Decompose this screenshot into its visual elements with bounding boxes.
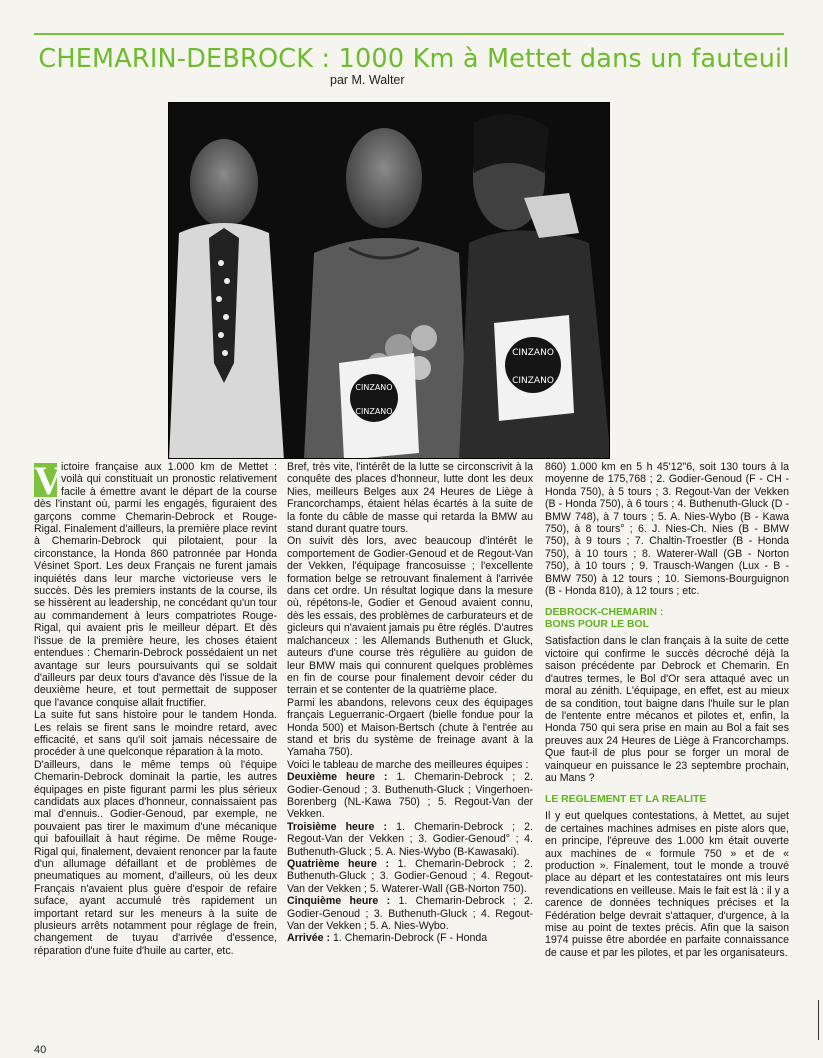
subheading-1-line-1: DEBROCK-CHEMARIN : [545, 607, 664, 619]
standings-hour-5-text: 1. Chemarin-Debrock ; 2. Godier-Genoud ; 3. Buthenuth-Gluck ; 4. Regout-Van der Vekken ; 5. A. Nies-Wybo. [287, 895, 533, 933]
subheading-reglement: LE REGLEMENT ET LA REALITE [545, 794, 707, 806]
article-title: CHEMARIN-DEBROCK : 1000 Km à Mettet dans un fauteuil [38, 44, 790, 74]
standings-arrival [287, 932, 533, 944]
standings-hour-5 [287, 895, 533, 932]
page-number: 40 [34, 1044, 47, 1056]
margin-mark [818, 1000, 819, 1040]
standings-arrival-label: Arrivée : [287, 932, 330, 945]
standings-hour-5-label: Cinquième heure : [287, 895, 391, 908]
cinzano-sign-left-bottom: CINZANO [355, 407, 393, 416]
cinzano-sign-right-bottom: CINZANO [512, 376, 554, 386]
standings-hour-2-label: Deuxième heure : [287, 771, 388, 784]
standings-hour-4 [287, 858, 533, 895]
article-column-3 [545, 461, 789, 959]
standings-arrival-text: 1. Chemarin-Debrock (F - Honda [332, 932, 488, 945]
col1-paragraph-1: ictoire française aux 1.000 km de Mettet : voilà qui constituait un pronostic relativement facile à émettre avant le départ de la course dès l'instant où, parmi les engagés, figuraient des garçons comme Chemarin-Debrock et Rouge-Rigal. Finalement d'ailleurs, la première place revint à Chemarin-Debrock qui pilotaient, pour la circonstance, la Honda 860 patronnée par Honda Vésinet Sport. Les deux Français ne furent jamais inquiétés dans leur marche victorieuse vers le succès. Dès les premiers instants de la course, ils se hissèrent au leadership, ne concédant qu'un tour au commandement à leurs compatriotes Rouge-Rigal, qui avaient pris le meilleur départ. Et dès l'issue de la première heure, les choses étaient entendues : Chemarin-Debrock possédaient un net avantage sur leurs poursuivants qui se soldait d'ailleurs par deux tours d'avance dès l'issue de la deuxième heure, et tout permettait de supposer que l'avance conquise allait fructifier. [34, 461, 277, 709]
podium-photo [168, 102, 610, 459]
standings-hour-3-label: Troisième heure : [287, 820, 388, 833]
col2-paragraph-3: Parmi les abandons, relevons ceux des équipages français Leguerranic-Orgaert (bielle fondue pour la Honda 500) et Maison-Bertsch (chute à l'entrée au stand et bris du système de freinage avant à la Yamaha 750). [287, 696, 533, 759]
standings-hour-2-text: 1. Chemarin-Debrock ; 2. Godier-Genoud ; 3. Buthenuth-Gluck ; Vingerhoen-Borenberg (NL-Kawa 750) ; 5. Regout-Van der Vekken. [287, 771, 533, 821]
cinzano-sign-left-top: CINZANO [355, 383, 393, 392]
col3-paragraph-1: 860) 1.000 km en 5 h 45'12"6, soit 130 tours à la moyenne de 175,768 ; 2. Godier-Genoud (F - CH - Honda 750), à 5 tours ; 3. Regout-Van der Vekken (B - Honda 750), à 6 tours ; 4. Buthenuth-Gluck (D - BMW 748), à 7 tours ; 5. A. Nies-Wybo (B - Kawa 750), à 8 tours° ; 6. J. Nies-Ch. Nies (B - BMW 750), à 9 tours ; 7. Chaltin-Troestler (B - Honda 750), à 10 tours ; 8. Waterer-Wall (GB - Norton 750), à 10 tours ; 9. Trausch-Wangen (Lux - B - BMW 750) à 12 tours ; 10. Siemons-Bourguignon (B - Honda 810), à 12 tours ; etc. [545, 461, 789, 598]
standings-hour-3-text: 1. Chemarin-Debrock ; 2. Regout-Van der Vekken ; 3. Godier-Genoud° ; 4. Buthenuth-Gluck ; 5. A. Nies-Wybo (B-Kawasaki). [287, 820, 533, 858]
col1-paragraph-3: D'ailleurs, dans le même temps où l'équipe Chemarin-Debrock dominait la partie, les autres équipages en piste figurant parmi les plus sérieux candidats aux places d'honneur, connaissaient pas mal d'ennuis.. Godier-Genoud, par exemple, ne pouvaient pas tirer le maximum d'une mécanique qui bafouillait à haut régime. De même Rouge-Rigal qui, finalement, devaient renoncer par la faute d'un allumage défaillant et de problèmes de pneumatiques au moment, d'ailleurs, où les deux Français n'avaient plus guère d'espoir de refaire suface, ayant accumulé très rapidement un important retard sur les meneurs à la suite de plusieurs arrêts notamment pour réglage de frein, changement de tuyau d'arrivée d'essence, réparation d'une fuite d'huile au carter, etc. [34, 758, 277, 957]
standings-hour-3 [287, 821, 533, 858]
title-rule [34, 33, 784, 35]
col2-paragraph-2: On suivit dès lors, avec beaucoup d'intérêt le comportement de Godier-Genoud et de Regout-Van der Vekken, l'équipage francosuisse ; l'excellente formation belge se retrouvant finalement à l'arrivée dans cet ordre. Un résultat logique dans la mesure où, répétons-le, Godier et Genoud avaient connu, dès les essais, des problèmes de carburateurs et de gicleurs qui n'avaient jamais pu être réglés. D'autres malchanceux : les Allemands Buthenuth et Gluck, auteurs d'une course très régulière au guidon de leur BMW mais qui connurent quelques problèmes en fin de course pour finalement devoir céder du terrain et se contenter de la quatrième place. [287, 535, 533, 697]
article-byline: par M. Walter [330, 73, 405, 87]
col2-paragraph-1: Bref, très vite, l'intérêt de la lutte se circonscrivit à la conquête des places d'honneur, lutte dont les deux Nies, meilleurs Belges aux 24 Heures de Liège à Francorchamps, étaient hélas écartés à la suite de la fonte du câble de masse qui retarda la BMW au stand durant quatre tours. [287, 461, 533, 536]
subheading-1-line-2: BONS POUR LE BOL [545, 619, 649, 631]
dropcap: V [34, 458, 63, 503]
standings-hour-2 [287, 771, 533, 821]
col3-paragraph-3: Il y eut quelques contestations, à Mettet, au sujet de certaines machines admises en piste alors que, en principe, l'épreuve des 1.000 km était ouverte aux machines de « formule 750 » et de « production ». Finalement, tout le monde a trouvé place au départ et les contestataires ont mis leurs revendications en veilleuse. Mais le fait est là : il y a carence de données techniques précises et la Fédération belge devrait s'attaquer, d'urgence, à la mise au point de textes précis. Afin que la saison 1974 puisse être abordée en parfaite connaissance de cause et par les pilotes, et par les organisateurs. [545, 810, 789, 959]
standings-hour-4-text: 1. Chemarin-Debrock ; 2. Buthenuth-Gluck ; 3. Godier-Genoud ; 4. Regout-Van der Vekken ; 5. Waterer-Wall (GB-Norton 750). [287, 858, 533, 895]
standings-hour-4-label: Quatrième heure : [287, 858, 390, 870]
cinzano-sign-right-top: CINZANO [512, 348, 554, 358]
col2-paragraph-4: Voici le tableau de marche des meilleures équipes : [287, 758, 529, 771]
article-column-2 [287, 461, 533, 945]
col1-paragraph-2: La suite fut sans histoire pour le tandem Honda. Les relais se firent sans le moindre retard, avec efficacité, et sans qu'il soit jamais nécessaire de procéder à une quelconque réparation à la moto. [34, 709, 277, 759]
subheading-bons-pour-le-bol [545, 607, 789, 631]
col3-paragraph-2: Satisfaction dans le clan français à la suite de cette victoire qui confirme le succès décroché déjà la saison précédente par Debrock et Chemarin. En d'autres termes, le Bol d'Or sera attaqué avec un moral au zénith. L'équipage, en effet, est au mieux de sa condition, tout baigne dans l'huile sur le plan de l'entente entre mécanos et pilotes et, enfin, la Honda 750 qui sera prise en main au Bol a fait ses preuves aux 24 Heures de Liège à Francorchamps. Que faut-il de plus pour se forger un moral de vainqueur en puissance le 23 septembre prochain, au Mans ? [545, 635, 789, 784]
article-column-1 [34, 458, 277, 957]
